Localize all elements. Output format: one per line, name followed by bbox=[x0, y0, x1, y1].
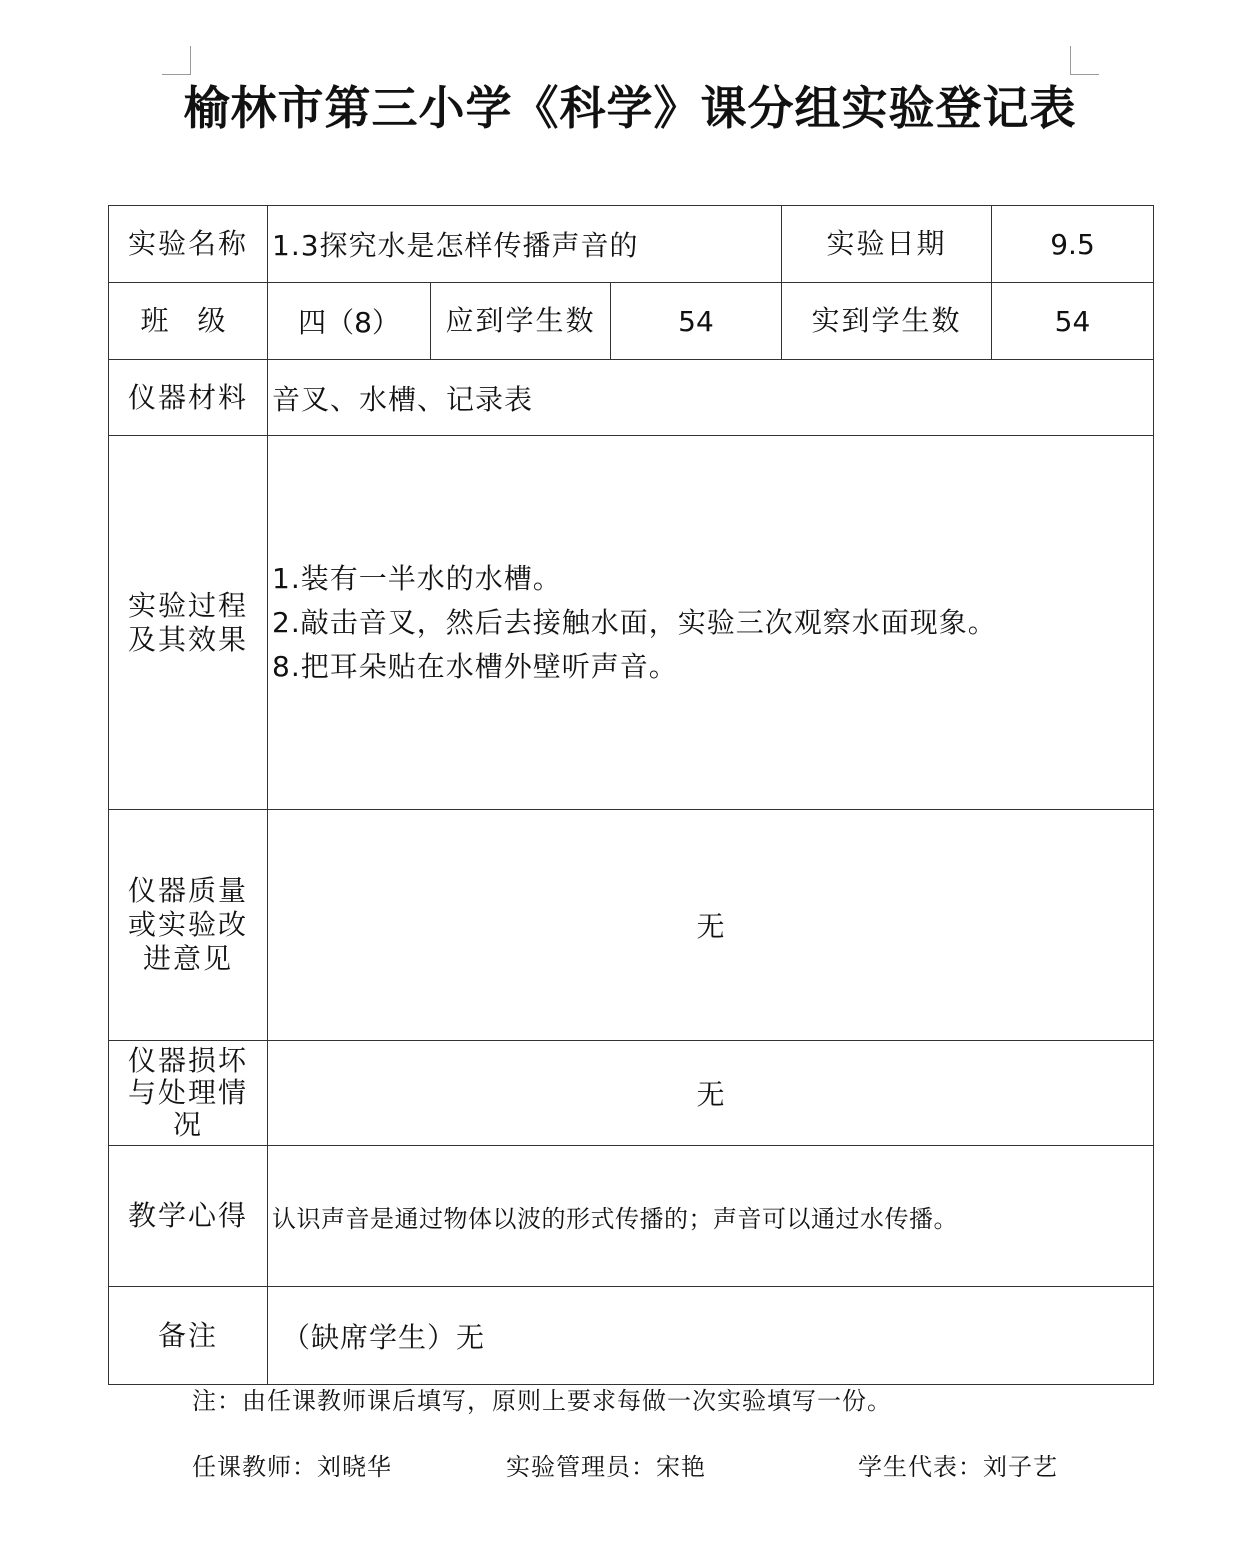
row-damage bbox=[109, 1041, 1154, 1146]
crop-mark-top-right bbox=[1070, 46, 1099, 75]
row-remarks bbox=[109, 1287, 1154, 1385]
row-experiment-name bbox=[109, 206, 1154, 283]
process-value bbox=[268, 436, 1154, 810]
damage-label-text: 仪器损坏与处理情况 bbox=[127, 1044, 248, 1141]
expected-students-value: 54 bbox=[611, 283, 782, 360]
signature-lab-manager: 实验管理员：宋艳 bbox=[506, 1453, 706, 1481]
process-label-text: 实验过程及其效果 bbox=[127, 588, 248, 656]
damage-label bbox=[109, 1041, 268, 1146]
experiment-name-value: 1.3探究水是怎样传播声音的 bbox=[268, 206, 782, 283]
actual-students-value: 54 bbox=[992, 283, 1154, 360]
signature-teacher: 任课教师：刘晓华 bbox=[192, 1453, 392, 1481]
row-process bbox=[109, 436, 1154, 810]
remarks-label: 备注 bbox=[109, 1287, 268, 1385]
materials-label: 仪器材料 bbox=[109, 360, 268, 436]
quality-value: 无 bbox=[268, 810, 1154, 1041]
remarks-value: （缺席学生）无 bbox=[268, 1287, 1154, 1385]
process-step: 2.敲击音叉，然后去接触水面，实验三次观察水面现象。 bbox=[272, 605, 997, 639]
quality-label-text: 仪器质量或实验改进意见 bbox=[127, 874, 248, 975]
process-label bbox=[109, 436, 268, 810]
row-reflection bbox=[109, 1146, 1154, 1287]
materials-value: 音叉、水槽、记录表 bbox=[268, 360, 1154, 436]
reflection-value: 认识声音是通过物体以波的形式传播的；声音可以通过水传播。 bbox=[268, 1146, 1154, 1287]
row-quality bbox=[109, 810, 1154, 1041]
actual-students-label: 实到学生数 bbox=[782, 283, 992, 360]
quality-label bbox=[109, 810, 268, 1041]
row-materials bbox=[109, 360, 1154, 436]
class-value: 四（8） bbox=[268, 283, 431, 360]
damage-value: 无 bbox=[268, 1041, 1154, 1146]
class-label: 班 级 bbox=[109, 283, 268, 360]
signature-student-rep: 学生代表：刘子艺 bbox=[858, 1453, 1058, 1481]
row-class bbox=[109, 283, 1154, 360]
experiment-date-value: 9.5 bbox=[992, 206, 1154, 283]
experiment-date-label: 实验日期 bbox=[782, 206, 992, 283]
footnote: 注：由任课教师课后填写，原则上要求每做一次实验填写一份。 bbox=[192, 1387, 892, 1415]
registration-form bbox=[108, 205, 1154, 1385]
experiment-name-label: 实验名称 bbox=[109, 206, 268, 283]
process-step: 1.装有一半水的水槽。 bbox=[272, 561, 562, 595]
reflection-label: 教学心得 bbox=[109, 1146, 268, 1287]
process-step: 8.把耳朵贴在水槽外壁听声音。 bbox=[272, 649, 678, 683]
expected-students-label: 应到学生数 bbox=[431, 283, 611, 360]
crop-mark-top-left bbox=[162, 46, 191, 75]
document-title: 榆林市第三小学《科学》课分组实验登记表 bbox=[183, 81, 1077, 135]
